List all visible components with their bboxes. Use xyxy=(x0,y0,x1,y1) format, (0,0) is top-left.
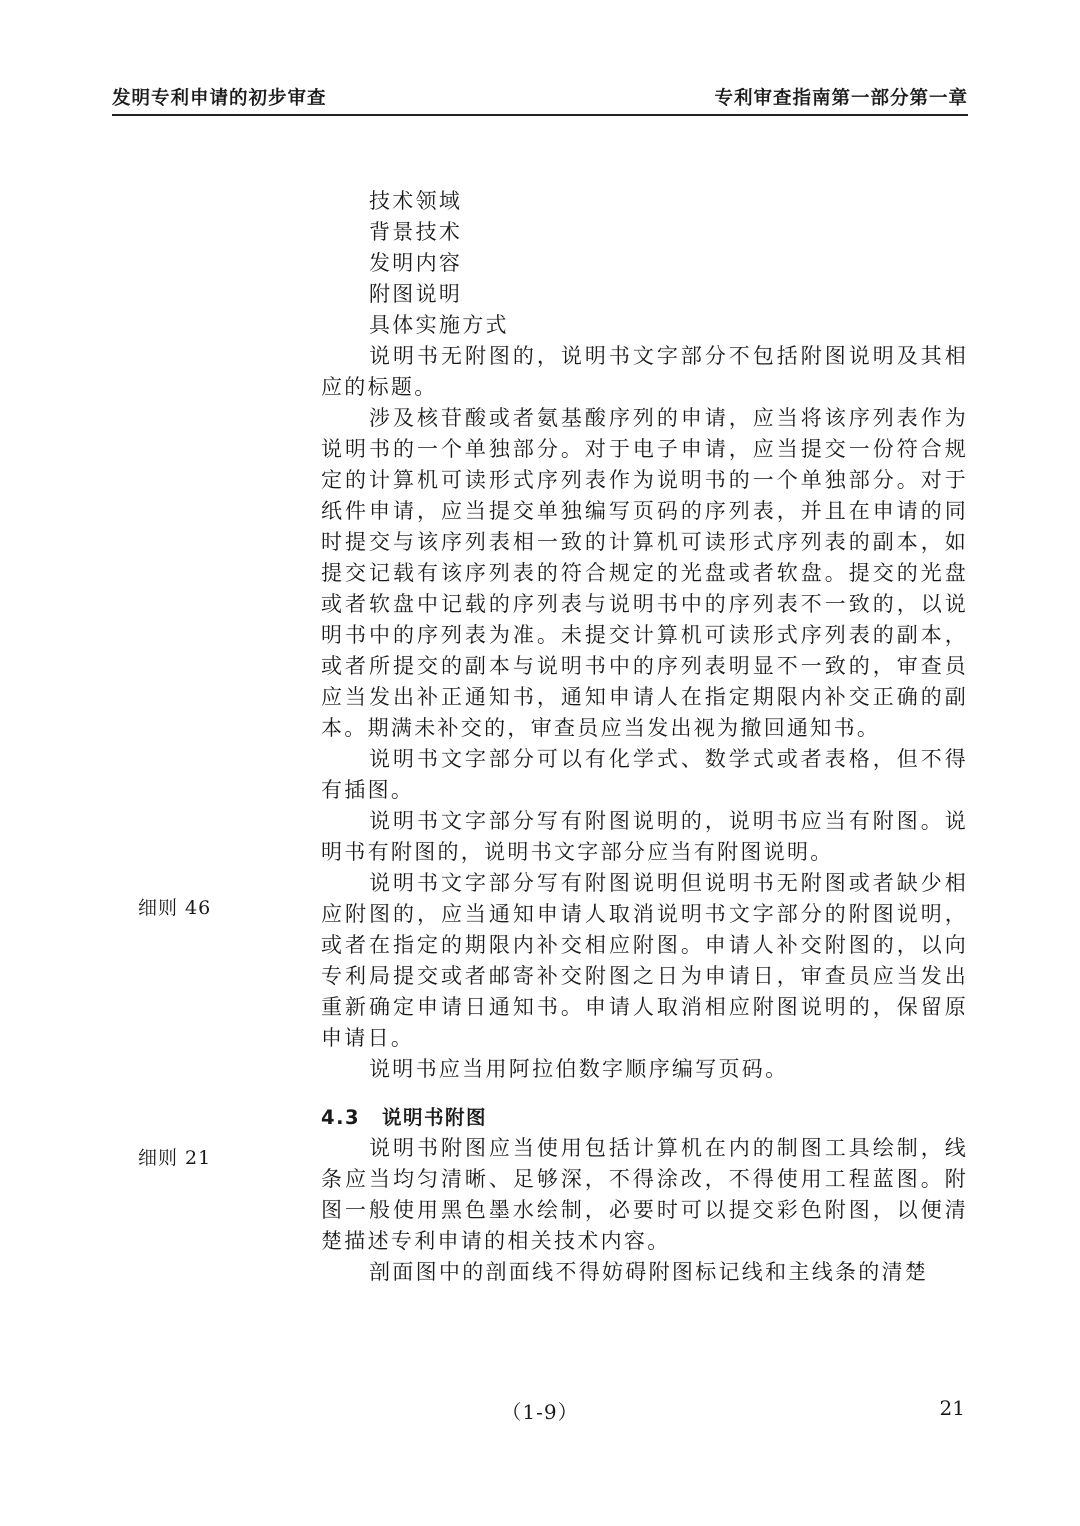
margin-rule-21: 细则 21 xyxy=(138,1147,212,1169)
paragraph: 说明书文字部分可以有化学式、数学式或者表格，但不得有插图。 xyxy=(321,747,968,802)
list-item: 背景技术 xyxy=(369,220,463,244)
list-item: 附图说明 xyxy=(369,282,463,306)
header-guide-title: 专利审查指南第一部分第一章 xyxy=(714,88,968,109)
list-item: 具体实施方式 xyxy=(369,313,509,337)
paragraph: 说明书文字部分写有附图说明的，说明书应当有附图。说明书有附图的，说明书文字部分应当有附图说明。 xyxy=(321,809,968,864)
margin-rule-46: 细则 46 xyxy=(138,897,212,919)
sub-page-number: （1-9） xyxy=(501,1400,579,1424)
paragraph: 说明书无附图的，说明书文字部分不包括附图说明及其相应的标题。 xyxy=(321,344,968,399)
paragraph: 涉及核苷酸或者氨基酸序列的申请，应当将该序列表作为说明书的一个单独部分。对于电子申请，应当提交一份符合规定的计算机可读形式序列表作为说明书的一个单独部分。对于纸件申请，应当提交单独编写页码的序列表，并且在申请的同时提交与该序列表相一致的计算机可读形式序列表的副本，如提交记载有该序列表的符合规定的光盘或者软盘。提交的光盘或者软盘中记载的序列表与说明书中的序列表不一致的，以说明书中的序列表为准。未提交计算机可读形式序列表的副本，或者所提交的副本与说明书中的序列表明显不一致的，审查员应当发出补正通知书，通知申请人在指定期限内补交正确的副本。期满未补交的，审查员应当发出视为撤回通知书。 xyxy=(321,406,968,740)
paragraph: 说明书应当用阿拉伯数字顺序编写页码。 xyxy=(369,1057,789,1081)
list-item: 技术领域 xyxy=(369,189,463,213)
paragraph: 剖面图中的剖面线不得妨碍附图标记线和主线条的清楚 xyxy=(369,1260,929,1284)
paragraph: 说明书文字部分写有附图说明但说明书无附图或者缺少相应附图的，应当通知申请人取消说明书文字部分的附图说明，或者在指定的期限内补交相应附图。申请人补交附图的，以向专利局提交或者邮寄补交附图之日为申请日，审查员应当发出重新确定申请日通知书。申请人取消相应附图说明的，保留原申请日。 xyxy=(321,871,968,1050)
page-header xyxy=(112,84,968,116)
section-heading xyxy=(321,1102,968,1133)
page-number: 21 xyxy=(939,1396,965,1420)
section-number: 4.3 xyxy=(321,1106,361,1129)
header-chapter-title: 发明专利申请的初步审查 xyxy=(112,88,327,109)
section-title: 说明书附图 xyxy=(382,1106,488,1129)
paragraph: 说明书附图应当使用包括计算机在内的制图工具绘制，线条应当均匀清晰、足够深，不得涂改，不得使用工程蓝图。附图一般使用黑色墨水绘制，必要时可以提交彩色附图，以便清楚描述专利申请的相关技术内容。 xyxy=(321,1136,968,1253)
main-body xyxy=(321,186,968,1288)
list-item: 发明内容 xyxy=(369,251,463,275)
